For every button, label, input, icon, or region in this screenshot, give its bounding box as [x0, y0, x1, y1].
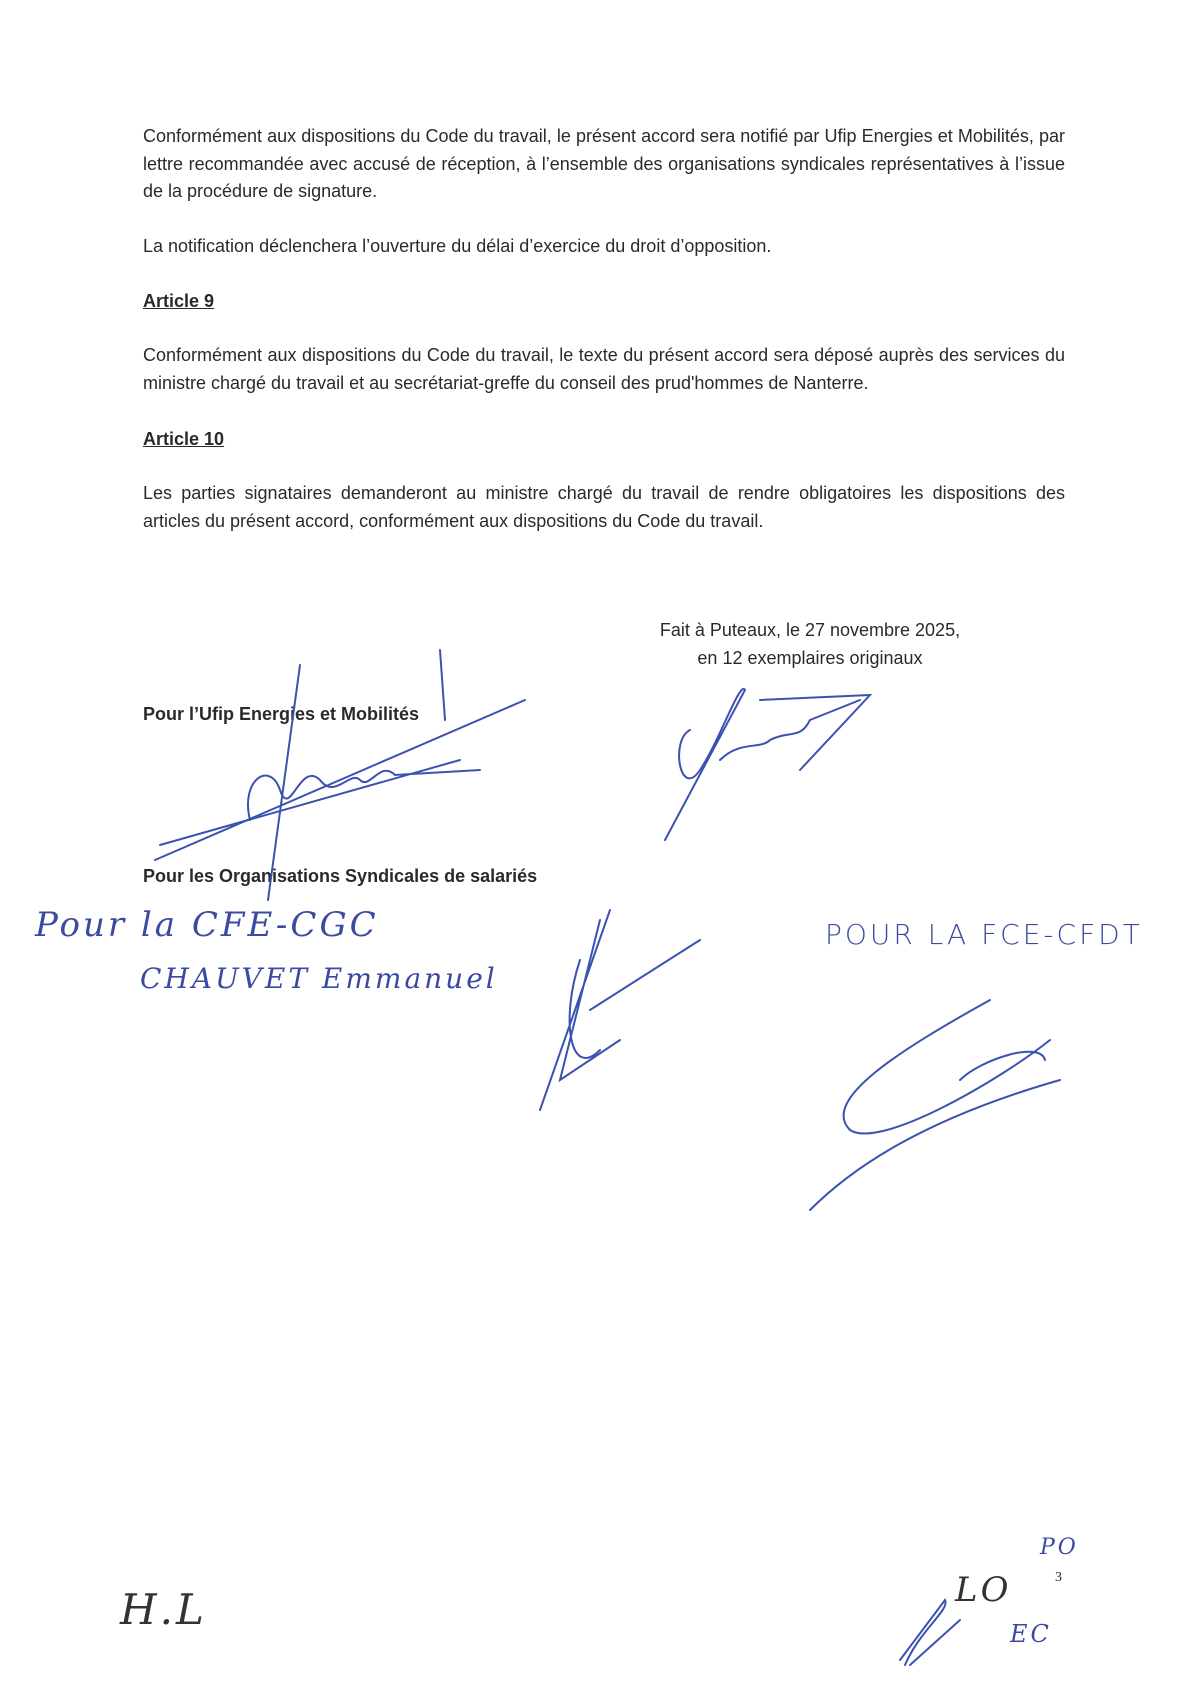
signature-ufip — [155, 650, 525, 900]
copies: en 12 exemplaires originaux — [697, 648, 923, 668]
signature-president — [665, 689, 870, 840]
handwritten-fce-cfdt: POUR LA FCE-CFDT — [825, 918, 1143, 951]
handwritten-name: CHAUVET Emmanuel — [140, 962, 498, 995]
initials-ec: EC — [1010, 1620, 1052, 1648]
article-10-text: Les parties signataires demanderont au ministre chargé du travail de rendre obligatoires les dispositions des articles du présent accord, conformément aux dispositions du Code du travail. — [143, 483, 1065, 531]
unions-label: Pour les Organisations Syndicales de salariés — [143, 866, 538, 886]
place-date: Fait à Puteaux, le 27 novembre 2025, — [659, 620, 961, 640]
employer-label: Pour l’Ufip Energies et Mobilités — [143, 704, 420, 724]
initials-left: H.L — [120, 1585, 207, 1634]
signature-fce-cfdt — [810, 1000, 1060, 1210]
initials-lo: LO — [955, 1570, 1012, 1610]
article-9-text: Conformément aux dispositions du Code du travail, le texte du présent accord sera déposé auprès des services du ministre chargé du travail et au secrétariat-greffe du conseil des prud'hommes de Nanterre. — [143, 345, 1065, 393]
paragraph-notification: Conformément aux dispositions du Code du travail, le présent accord sera notifié par Ufip Energies et Mobilités, par lettre recommandée avec accusé de réception, à l’ensemble des organisations syndicales représentatives à l’issue de la procédure de signature. — [143, 126, 1065, 201]
article-10-heading: Article 10 — [143, 429, 225, 449]
article-9-heading: Article 9 — [143, 291, 215, 311]
signature-cfe-cgc — [540, 910, 700, 1110]
handwritten-cfe-cgc: Pour la CFE-CGC — [35, 905, 379, 945]
paragraph-opposition: La notification déclenchera l’ouverture du délai d’exercice du droit d’opposition. — [143, 236, 772, 256]
initials-po: PO — [1040, 1535, 1079, 1560]
signature-initials-right — [900, 1600, 960, 1665]
page-number: 3 — [1055, 1570, 1062, 1585]
